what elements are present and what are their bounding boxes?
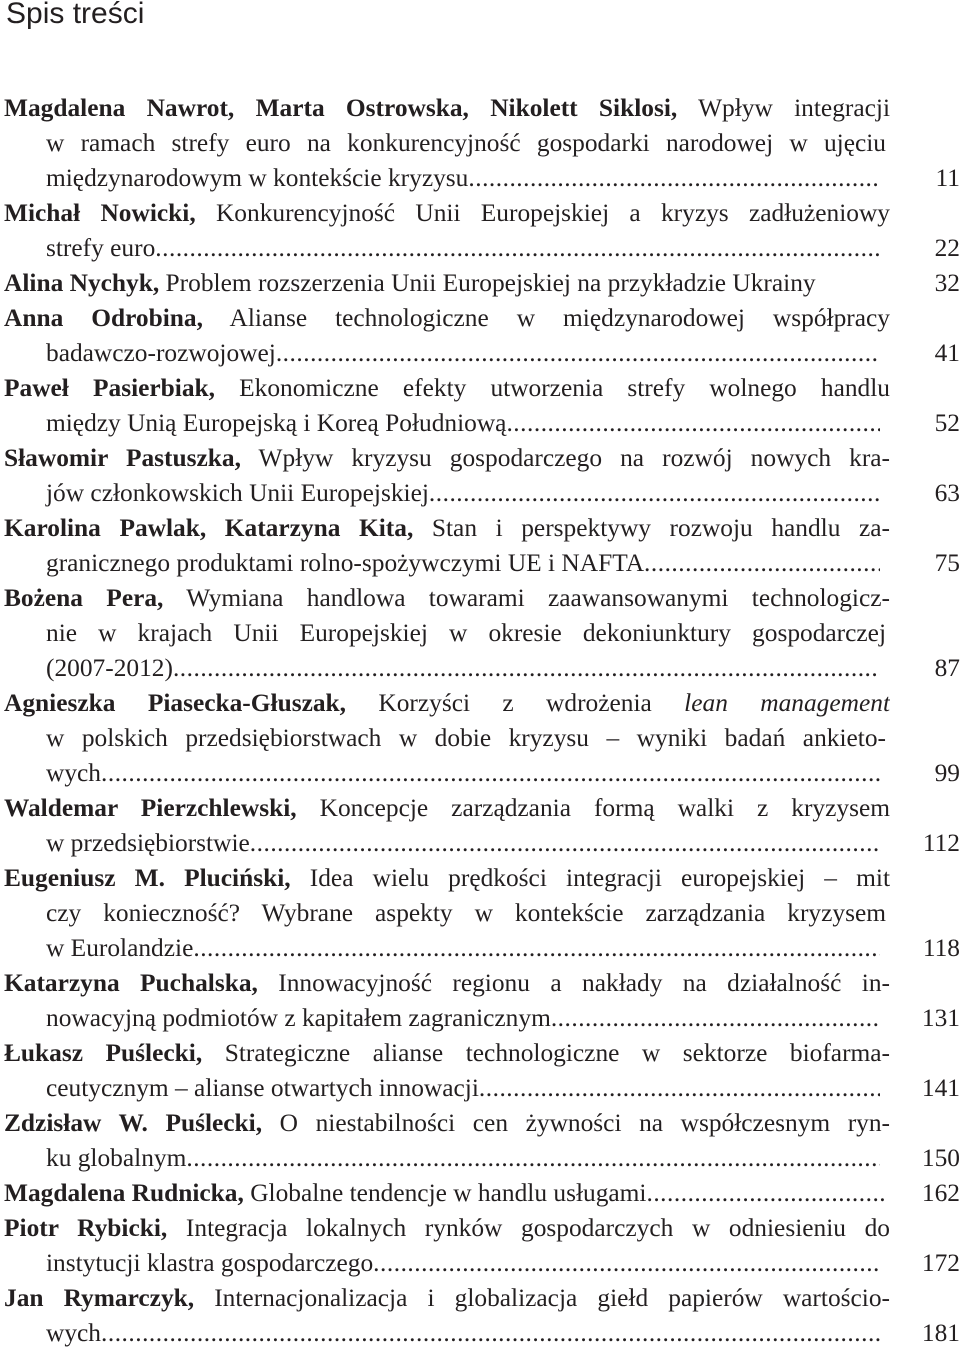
entry-line: w polskich przedsiębiorstwach w dobie kryzysu – wyniki badań ankieto- — [46, 724, 886, 752]
dot-leader — [193, 931, 880, 966]
toc-entry — [0, 581, 960, 686]
entry-title-part: instytucji klastra gospodarczego — [46, 1249, 374, 1277]
entry-line: nie w krajach Unii Europejskiej w okresie dekoniunktury gospodarczej — [46, 619, 886, 647]
entry-line — [0, 406, 880, 441]
dot-leader — [186, 1141, 880, 1176]
entry-title-part: Idea wielu prędkości integracji europejskiej – mit — [290, 864, 890, 892]
dot-leader — [551, 1001, 880, 1036]
entry-heading-text — [4, 1176, 646, 1211]
entry-line — [0, 791, 890, 826]
entry-title-part: badawczo-rozwojowej — [46, 339, 276, 367]
dot-leader — [373, 1246, 880, 1281]
entry-line — [0, 1001, 880, 1036]
entry-line — [0, 966, 890, 1001]
dot-leader — [646, 1176, 884, 1211]
entry-title-part: Wymiana handlowa towarami zaawansowanymi technologicz- — [163, 584, 890, 612]
entry-title-part: nowacyjną podmiotów z kapitałem zagranicznym — [46, 1004, 551, 1032]
entry-title-part: ku globalnym — [46, 1144, 187, 1172]
entry-authors: Anna Odrobina, — [4, 304, 203, 332]
toc-entry — [0, 371, 960, 441]
entry-page-number: 63 — [934, 479, 960, 507]
entry-title-part: Innowacyjność regionu a nakłady na działalność in- — [257, 969, 890, 997]
dot-leader — [479, 1071, 880, 1106]
entry-line: czy konieczność? Wybrane aspekty w kontekście zarządzania kryzysem — [46, 899, 886, 927]
entry-line — [0, 1176, 884, 1211]
entry-line — [0, 826, 880, 861]
entry-title-part: Stan i perspektywy rozwoju handlu za- — [413, 514, 890, 542]
entry-title-part: międzynarodowym w kontekście kryzysu — [46, 164, 469, 192]
entry-line — [0, 371, 890, 406]
entry-title-part: Koncepcje zarządzania formą walki z kryzysem — [296, 794, 890, 822]
entry-authors: Paweł Pasierbiak, — [4, 374, 216, 402]
entry-line — [0, 161, 880, 196]
entry-authors: Karolina Pawlak, Katarzyna Kita, — [4, 514, 414, 542]
entry-line — [0, 1246, 880, 1281]
entry-line — [0, 651, 880, 686]
entry-title-part: Strategiczne alianse technologiczne w sektorze biofarma- — [202, 1039, 890, 1067]
dot-leader — [506, 406, 880, 441]
entry-page-number: 41 — [934, 339, 960, 367]
entry-line — [0, 441, 890, 476]
entry-title-part: wych — [46, 759, 101, 787]
entry-authors: Michał Nowicki, — [4, 199, 196, 227]
entry-page-number: 181 — [921, 1319, 960, 1347]
entry-authors: Łukasz Puślecki, — [4, 1039, 203, 1067]
toc-entry — [0, 266, 960, 301]
entry-page-number: 22 — [934, 234, 960, 262]
entry-title-part: Ekonomiczne efekty utworzenia strefy wolnego handlu — [215, 374, 890, 402]
entry-title-part: Wpływ integracji — [677, 94, 890, 122]
entry-line — [0, 1106, 890, 1141]
dot-leader — [155, 231, 880, 266]
toc-entry — [0, 91, 960, 196]
entry-authors: Sławomir Pastuszka, — [4, 444, 241, 472]
entry-line — [0, 231, 880, 266]
entry-page-number: 172 — [921, 1249, 960, 1277]
entry-page-number: 141 — [921, 1074, 960, 1102]
entry-page-number: 162 — [921, 1179, 960, 1207]
entry-line — [0, 1141, 880, 1176]
toc-entry — [0, 1281, 960, 1351]
entry-title-part: Konkurencyjność Unii Europejskiej a kryzys zadłużeniowy — [195, 199, 890, 227]
entry-title-part: wych — [46, 1319, 101, 1347]
dot-leader — [101, 756, 880, 791]
entry-authors: Bożena Pera, — [4, 584, 164, 612]
table-of-contents — [0, 91, 960, 1351]
entry-line — [0, 336, 880, 371]
entry-title-part: O niestabilności cen żywności na współczesnym ryn- — [262, 1109, 890, 1137]
entry-authors: Alina Nychyk, — [4, 269, 160, 297]
toc-entry — [0, 791, 960, 861]
entry-title-part: strefy euro — [46, 234, 156, 262]
entry-line — [0, 476, 880, 511]
entry-title-part: Wpływ kryzysu gospodarczego na rozwój nowych kra- — [240, 444, 890, 472]
entry-line — [0, 1071, 880, 1106]
entry-title-part: w przedsiębiorstwie — [46, 829, 250, 857]
entry-line — [0, 546, 880, 581]
entry-title-part: Integracja lokalnych rynków gospodarczych w odniesieniu do — [167, 1214, 890, 1242]
entry-line — [0, 266, 960, 301]
entry-page-number: 52 — [934, 409, 960, 437]
dot-leader — [644, 546, 880, 581]
entry-page-number: 118 — [922, 934, 960, 962]
entry-authors: Piotr Rybicki, — [4, 1214, 168, 1242]
toc-entry — [0, 1036, 960, 1106]
entry-title-part: Korzyści z wdrożenia — [346, 689, 685, 717]
toc-entry — [0, 1211, 960, 1281]
entry-line — [0, 91, 890, 126]
entry-line — [0, 1316, 880, 1351]
entry-page-number: 75 — [934, 549, 960, 577]
toc-entry — [0, 966, 960, 1036]
entry-page-number: 99 — [934, 759, 960, 787]
toc-entry — [0, 511, 960, 581]
entry-line — [0, 756, 880, 791]
entry-title-part: jów członkowskich Unii Europejskiej — [46, 479, 429, 507]
dot-leader — [173, 651, 880, 686]
entry-line — [0, 1211, 890, 1246]
entry-authors: Eugeniusz M. Pluciński, — [4, 864, 291, 892]
entry-authors: Waldemar Pierzchlewski, — [4, 794, 297, 822]
dot-leader — [429, 476, 880, 511]
dot-leader — [468, 161, 880, 196]
entry-page-number: 112 — [922, 829, 960, 857]
entry-line: w ramach strefy euro na konkurencyjność gospodarki narodowej w ujęciu — [46, 129, 886, 157]
entry-page-number: 87 — [934, 654, 960, 682]
page-title: Spis treści — [6, 0, 145, 30]
toc-entry — [0, 686, 960, 791]
entry-page-number: 11 — [935, 164, 960, 192]
toc-entry — [0, 196, 960, 266]
entry-line — [0, 301, 890, 336]
entry-line — [0, 511, 890, 546]
entry-line — [0, 196, 890, 231]
entry-title-part: między Unią Europejską i Koreą Południową — [46, 409, 507, 437]
entry-line — [0, 581, 890, 616]
entry-title-part: w Eurolandzie — [46, 934, 194, 962]
entry-title-emphasis: lean management — [684, 689, 890, 717]
toc-entry — [0, 861, 960, 966]
entry-title-part: Problem rozszerzenia Unii Europejskiej na przykładzie Ukrainy — [159, 269, 816, 297]
dot-leader — [250, 826, 880, 861]
entry-title-part: Globalne tendencje w handlu usługami — [243, 1179, 647, 1207]
entry-authors: Agnieszka Piasecka-Głuszak, — [4, 689, 347, 717]
entry-title-part: (2007-2012) — [46, 654, 173, 682]
entry-line — [0, 1036, 890, 1071]
toc-entry — [0, 441, 960, 511]
entry-page-number: 150 — [921, 1144, 960, 1172]
dot-leader — [276, 336, 880, 371]
entry-line — [0, 1281, 890, 1316]
toc-entry — [0, 301, 960, 371]
entry-authors: Katarzyna Puchalska, — [4, 969, 258, 997]
entry-title-part: ceutycznym – alianse otwartych innowacji — [46, 1074, 479, 1102]
entry-line — [0, 686, 890, 721]
entry-line — [0, 931, 880, 966]
entry-title-part: Alianse technologiczne w międzynarodowej współpracy — [202, 304, 890, 332]
toc-entry — [0, 1106, 960, 1176]
entry-title-part: granicznego produktami rolno-spożywczymi UE i NAFTA — [46, 549, 645, 577]
entry-page-number: 32 — [934, 269, 960, 297]
entry-title-part: Internacjonalizacja i globalizacja giełd papierów wartościo- — [194, 1284, 890, 1312]
entry-authors: Jan Rymarczyk, — [4, 1284, 195, 1312]
entry-authors: Magdalena Rudnicka, — [4, 1179, 244, 1207]
entry-page-number: 131 — [921, 1004, 960, 1032]
entry-authors: Zdzisław W. Puślecki, — [4, 1109, 263, 1137]
toc-entry — [0, 1176, 960, 1211]
entry-line — [0, 861, 890, 896]
dot-leader — [101, 1316, 880, 1351]
entry-authors: Magdalena Nawrot, Marta Ostrowska, Nikolett Siklosi, — [4, 94, 678, 122]
